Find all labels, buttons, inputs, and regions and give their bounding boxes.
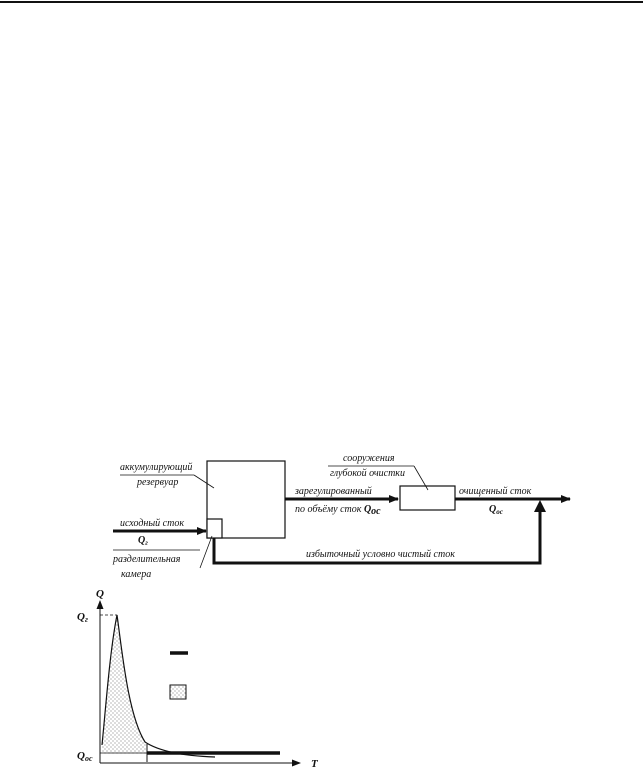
y-axis-label: Q bbox=[96, 588, 104, 600]
separation-label-line2: камера bbox=[121, 569, 152, 580]
accumulating-label-line2: резервуар bbox=[137, 477, 179, 488]
legend-excess-volume-swatch bbox=[170, 685, 186, 699]
x-axis-label: T bbox=[311, 758, 318, 770]
treated-label: очищенный сток bbox=[459, 486, 532, 497]
accumulating-label-line1: аккумулирующий bbox=[120, 462, 193, 473]
separation-leader bbox=[200, 536, 212, 568]
flow-graph bbox=[77, 588, 319, 770]
separation-chamber-box bbox=[207, 519, 222, 538]
treated-symbol: $Q_{ос}$ bbox=[489, 504, 503, 516]
qos-level-label: Qос bbox=[77, 750, 93, 763]
treatment-scheme bbox=[112, 453, 570, 580]
legend bbox=[170, 653, 188, 699]
structures-label-line2: глубокой очистки bbox=[330, 468, 405, 479]
accumulating-leader bbox=[194, 475, 214, 488]
source-symbol: $Q_г$ bbox=[138, 535, 148, 547]
source-label: исходный сток bbox=[120, 518, 184, 529]
regulated-label-line1: зарегулированный bbox=[295, 486, 372, 497]
excess-label: избыточный условно чистый сток bbox=[306, 549, 455, 560]
structures-label-line1: сооружения bbox=[343, 453, 395, 464]
excess-flow-arrowhead bbox=[534, 500, 546, 512]
qg-level-label: Qг bbox=[77, 611, 88, 624]
regulated-label-line2: по объёму сток Qос bbox=[295, 504, 381, 517]
separation-label-line1: разделительная bbox=[113, 554, 181, 565]
